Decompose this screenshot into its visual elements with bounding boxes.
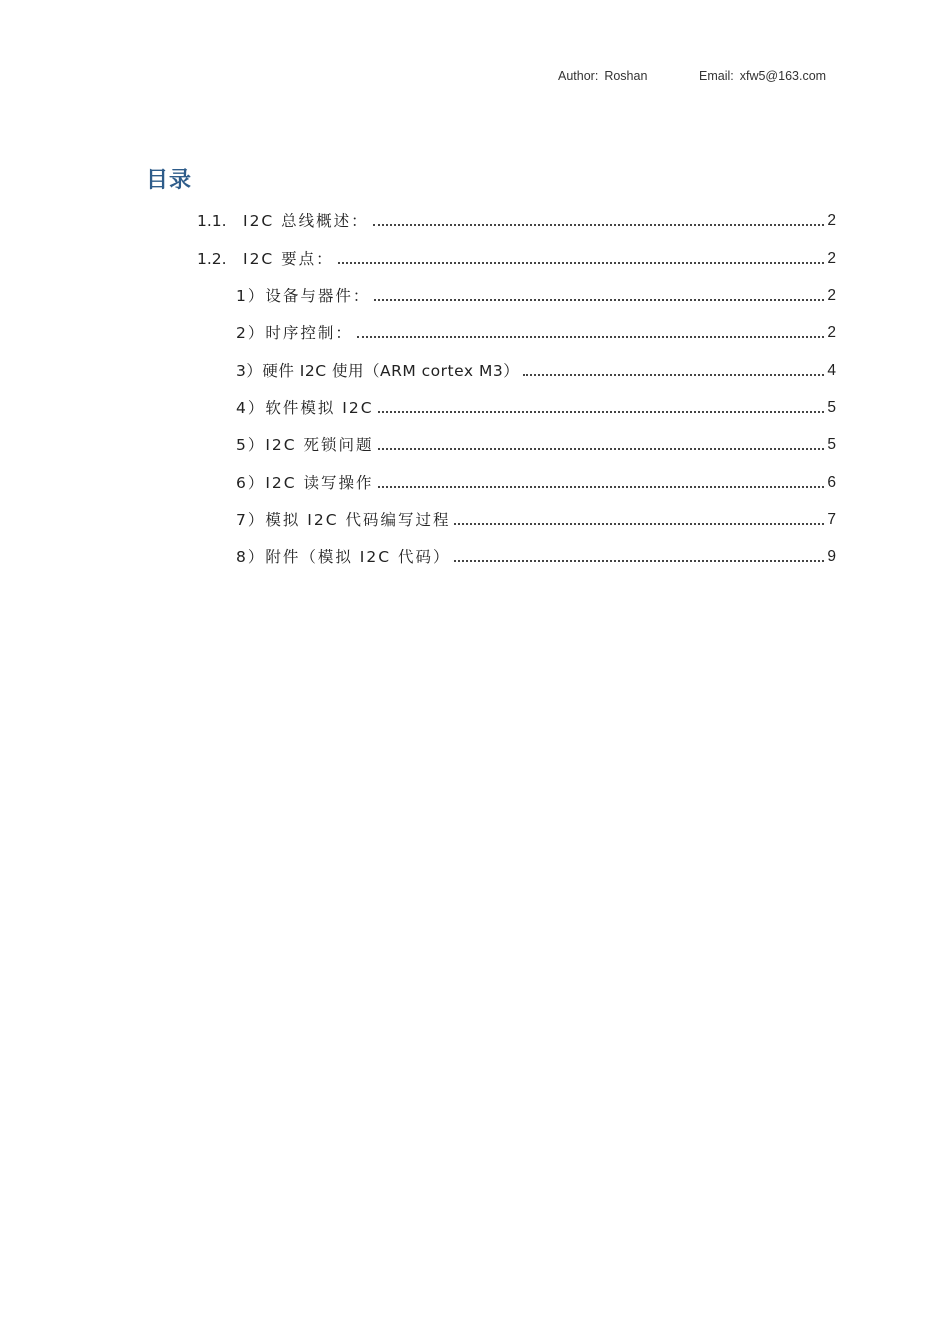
email-info (699, 69, 826, 83)
toc-entry-code-process[interactable] (236, 509, 836, 531)
toc-entry-text: 6）I2C 读写操作 (236, 474, 374, 492)
email-label: Email: (699, 69, 734, 83)
toc-entry-1-2[interactable] (197, 248, 836, 270)
dot-leader (374, 299, 824, 301)
toc-title: 目录 (146, 168, 193, 193)
toc-entry-1-1[interactable] (197, 210, 836, 232)
toc-entry-devices[interactable] (236, 285, 836, 307)
toc-entry-text: 4）软件模拟 I2C (236, 399, 374, 417)
toc-entry-text: 5）I2C 死锁问题 (236, 436, 374, 454)
dot-leader (373, 224, 825, 226)
toc-entry-page: 7 (827, 511, 836, 528)
author-name: Roshan (604, 69, 648, 83)
author-label: Author: (558, 69, 599, 83)
toc-entry-text: 2）时序控制： (236, 324, 353, 342)
toc-entry-page: 2 (827, 287, 836, 304)
dot-leader (378, 486, 825, 488)
author-info (558, 69, 647, 83)
toc-entry-text: 8）附件（模拟 I2C 代码） (236, 548, 451, 566)
dot-leader (378, 448, 825, 450)
toc-entry-text: 3）硬件 I2C 使用（ARM cortex M3） (236, 362, 520, 380)
toc-entry-page: 4 (827, 362, 836, 379)
toc-entry-page: 5 (827, 399, 836, 416)
toc-entry-timing[interactable] (236, 322, 836, 344)
toc-entry-deadlock[interactable] (236, 434, 836, 456)
dot-leader (454, 560, 824, 562)
toc-entry-text: I2C 总线概述： (243, 212, 369, 230)
toc-entry-page: 2 (827, 250, 836, 267)
dot-leader (338, 262, 825, 264)
dot-leader (523, 374, 824, 376)
toc-entry-software-i2c[interactable] (236, 397, 836, 419)
toc-entry-page: 6 (827, 474, 836, 491)
toc-entry-page: 2 (827, 324, 836, 341)
dot-leader (357, 336, 825, 338)
dot-leader (378, 411, 825, 413)
email-value[interactable]: xfw5@163.com (739, 69, 827, 83)
toc-entry-number: 1.2. (197, 250, 227, 268)
toc-entry-read-write[interactable] (236, 472, 836, 494)
dot-leader (454, 523, 824, 525)
toc-entry-appendix[interactable] (236, 546, 836, 568)
toc-entry-number: 1.1. (197, 212, 227, 230)
toc-entry-page: 9 (827, 548, 836, 565)
toc-entry-hardware-i2c[interactable] (236, 360, 836, 382)
toc-entry-text: 7）模拟 I2C 代码编写过程 (236, 511, 451, 529)
page-header (0, 69, 950, 87)
toc-entry-text: I2C 要点： (243, 250, 334, 268)
toc-entry-text: 1）设备与器件： (236, 287, 371, 305)
toc-entry-page: 5 (827, 436, 836, 453)
toc-entry-page: 2 (827, 212, 836, 229)
